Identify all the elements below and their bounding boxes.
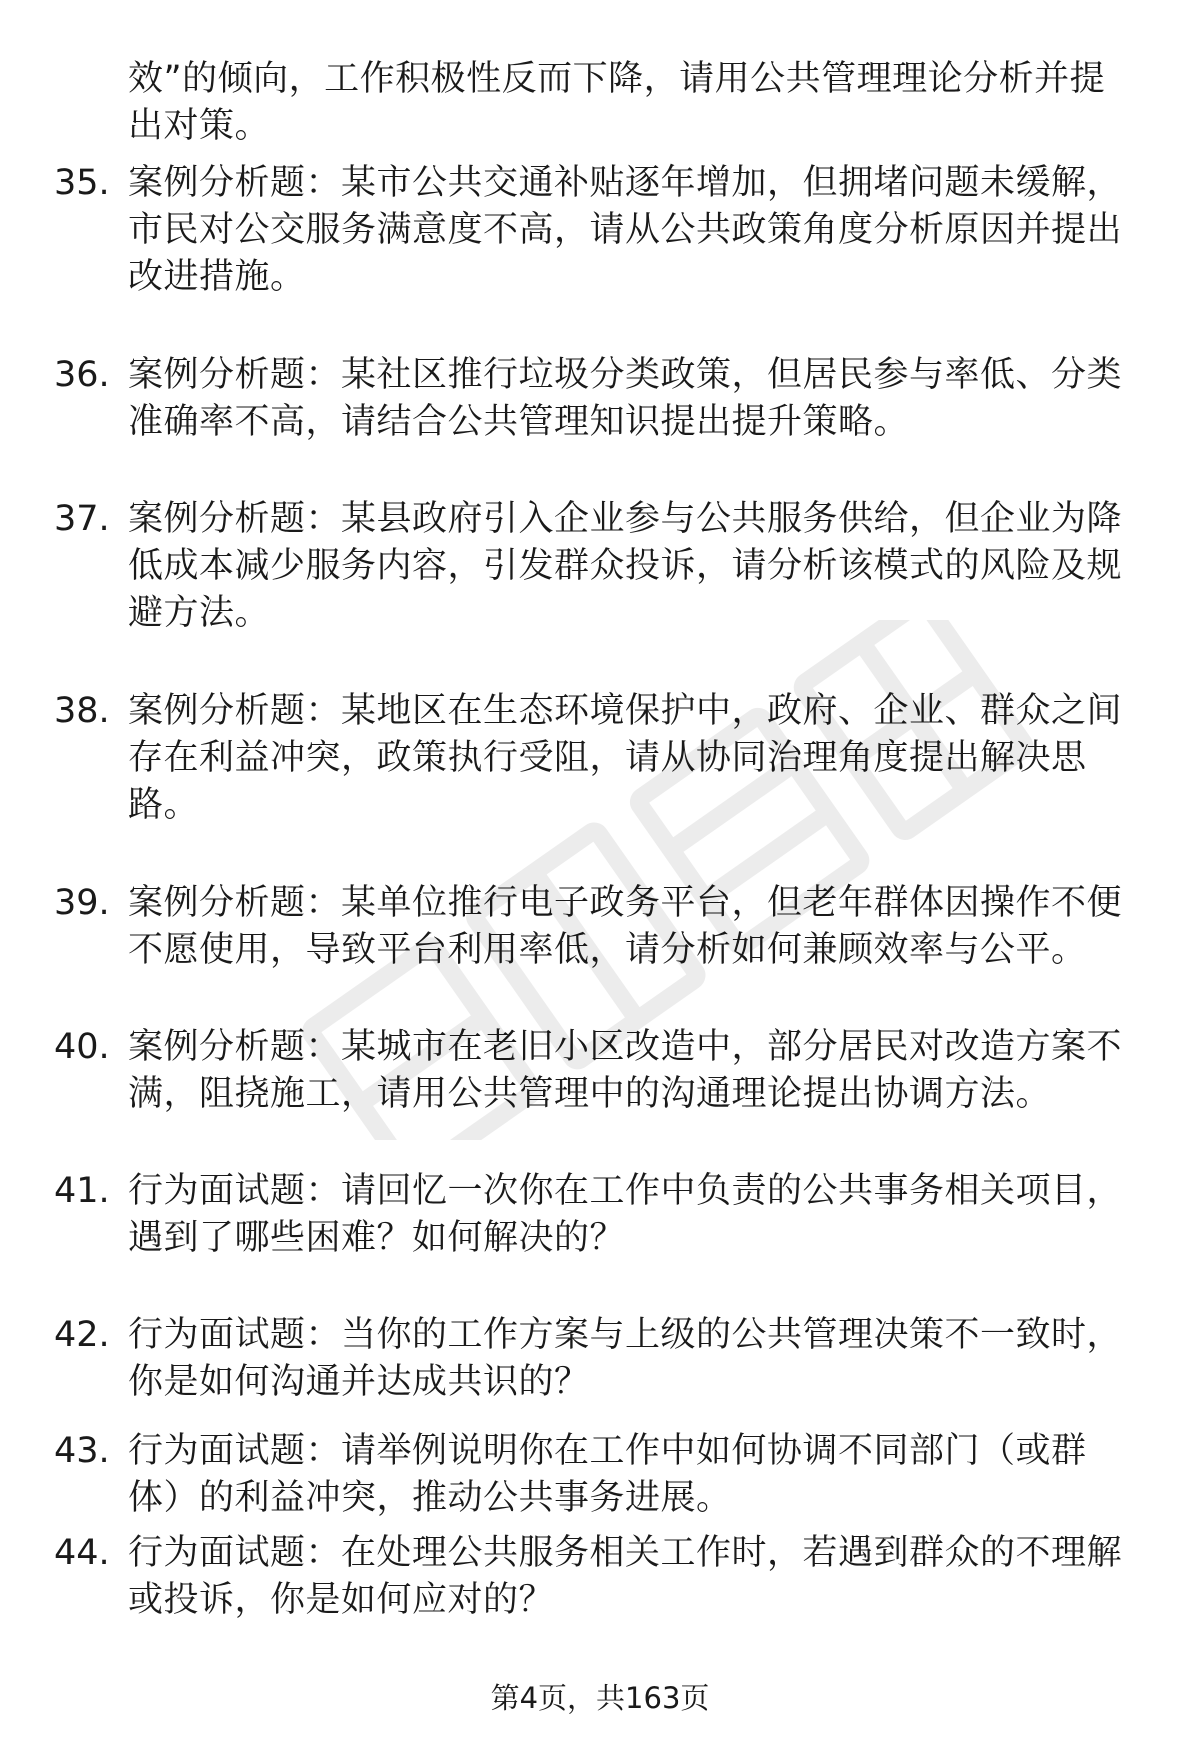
question-text: 案例分析题：某市公共交通补贴逐年增加，但拥堵问题未缓解，市民对公交服务满意度不高，请从公共政策角度分析原因并提出改进措施。 [128,163,1123,297]
question-number: 42. [54,1315,110,1355]
question-number: 41. [54,1171,110,1211]
question-text: 案例分析题：某地区在生态环境保护中，政府、企业、群众之间存在利益冲突，政策执行受阻，请从协同治理角度提出解决思路。 [128,691,1123,825]
question-text: 行为面试题：在处理公共服务相关工作时，若遇到群众的不理解或投诉，你是如何应对的？ [128,1533,1123,1620]
question-text: 行为面试题：当你的工作方案与上级的公共管理决策不一致时，你是如何沟通并达成共识的？ [128,1315,1123,1402]
page-footer: 第4页，共163页 [490,1681,710,1715]
question-number: 38. [54,691,110,731]
question-number: 39. [54,883,110,923]
question-number: 43. [54,1431,110,1471]
question-number: 35. [54,163,110,203]
question-text: 案例分析题：某城市在老旧小区改造中，部分居民对改造方案不满，阻挠施工，请用公共管理中的沟通理论提出协调方法。 [128,1027,1123,1114]
question-text: 行为面试题：请举例说明你在工作中如何协调不同部门（或群体）的利益冲突，推动公共事务进展。 [128,1431,1087,1518]
question-text: 案例分析题：某社区推行垃圾分类政策，但居民参与率低、分类准确率不高，请结合公共管理知识提出提升策略。 [128,355,1123,442]
question-text: 行为面试题：请回忆一次你在工作中负责的公共事务相关项目，遇到了哪些困难？如何解决的？ [128,1171,1123,1258]
continuation-text: 效”的倾向，工作积极性反而下降，请用公共管理理论分析并提出对策。 [128,59,1106,146]
question-number: 36. [54,355,110,395]
question-text: 案例分析题：某单位推行电子政务平台，但老年群体因操作不便不愿使用，导致平台利用率低，请分析如何兼顾效率与公平。 [128,883,1123,970]
question-number: 37. [54,499,110,539]
question-number: 44. [54,1533,110,1573]
question-number: 40. [54,1027,110,1067]
question-text: 案例分析题：某县政府引入企业参与公共服务供给，但企业为降低成本减少服务内容，引发群众投诉，请分析该模式的风险及规避方法。 [128,499,1123,633]
